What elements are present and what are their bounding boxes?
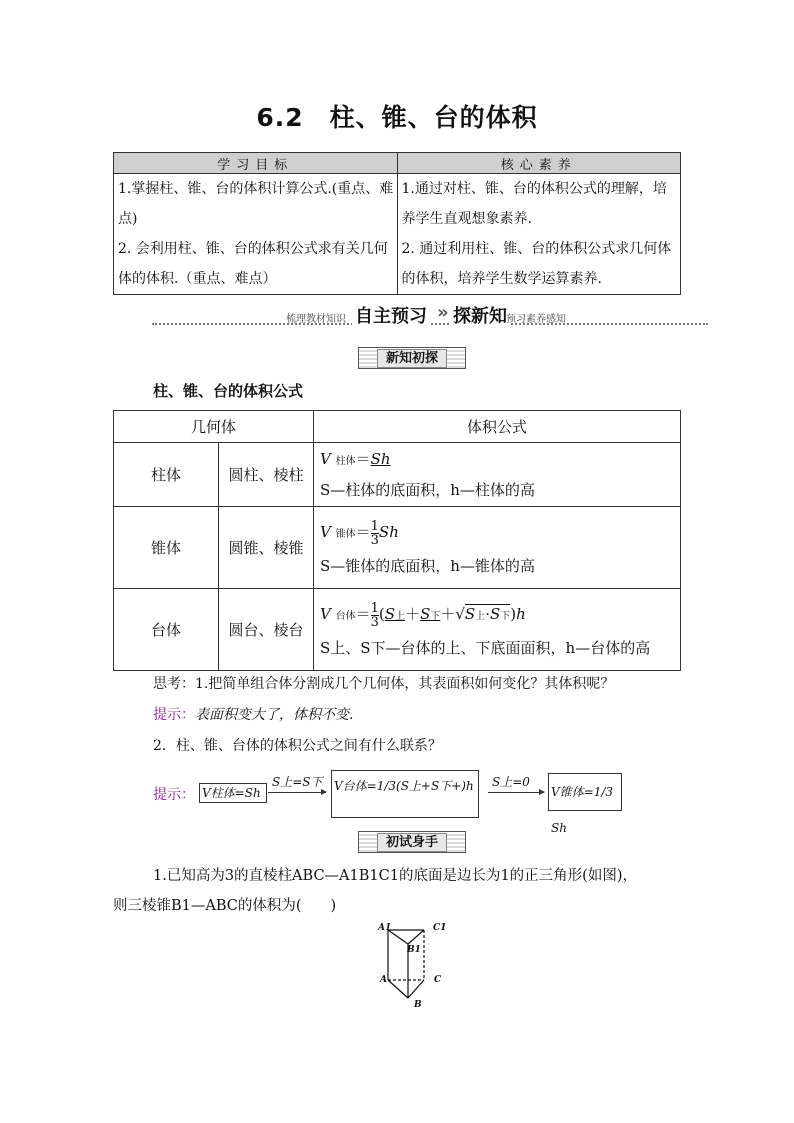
literacy-item: 1.通过对柱、锥、台的体积公式的理解，培养学生直观想象素养. (401, 181, 667, 227)
formula-cell (314, 507, 681, 589)
pyramid-formula-box: V锥体=1/3 Sh (548, 773, 622, 811)
arrow-label-equal-bases: S上=S下 (272, 775, 323, 789)
goal-item: 1.掌握柱、锥、台的体积计算公式.(重点、难点) (118, 181, 394, 227)
formula-pyramid: V 锥体＝ $\frac{1}{3}$ Sh (320, 518, 399, 548)
tag-new-knowledge: 新知初探 (358, 347, 466, 369)
exercise-question-line2: 则三棱锥B1—ABC的体积为( ) (113, 898, 337, 914)
vertex-label: A (380, 975, 387, 985)
exercise-question: 1.已知高为3的直棱柱ABC—A1B1C1的底面是边长为1的正三角形(如图)， (153, 868, 637, 884)
think-answer-1: 提示：表面积变大了，体积不变. (153, 707, 354, 723)
arrow-right-icon (268, 792, 326, 793)
solid-type: 柱体 (114, 443, 219, 507)
literacy-item: 2. 通过利用柱、锥、台的体积公式求几何体的体积，培养学生数学运算素养. (401, 241, 672, 287)
vertex-label: B1 (407, 945, 421, 955)
solid-type: 台体 (114, 589, 219, 671)
prism-formula-box: V柱体=Sh (199, 783, 267, 803)
arrow-icon: » (434, 302, 452, 323)
banner-main-title: 自主预习 (352, 302, 430, 328)
page-title: 6.2 柱、锥、台的体积 (256, 103, 538, 132)
vertex-label: C1 (433, 923, 447, 933)
formula-table-header-formula: 体积公式 (314, 411, 681, 443)
formula-desc: S—柱体的底面积，h—柱体的高 (320, 481, 535, 499)
table-row (114, 507, 681, 589)
section-title: 柱、锥、台的体积公式 (153, 382, 304, 400)
solid-kind: 圆台、棱台 (219, 589, 314, 671)
think-question-2: 2．柱、锥、台体的体积公式之间有什么联系？ (153, 738, 442, 754)
formula-cell (314, 589, 681, 671)
formula-desc: S上、S下—台体的上、下底面面积，h—台体的高 (320, 639, 651, 657)
hint-label: 提示： (153, 707, 195, 723)
objectives-table (113, 152, 681, 295)
tag-first-try: 初试身手 (358, 831, 466, 853)
table-row (114, 443, 681, 507)
vertex-label: C (434, 975, 442, 985)
solid-kind: 圆锥、棱锥 (219, 507, 314, 589)
frustum-formula-box: V台体=1/3(S上+S下+)h (331, 770, 479, 818)
banner-left-caption: 梳理教材知识 (286, 314, 346, 325)
objectives-literacy-cell (397, 174, 681, 295)
formula-frustum: V 台体＝ $\frac{1}{3}$ (S上＋S下＋√S上·S下)h (320, 600, 526, 630)
goal-item: 2. 会利用柱、锥、台的体积公式求有关几何体的体积.（重点、难点） (118, 241, 388, 287)
section-banner (152, 302, 708, 328)
objectives-header-literacy: 核心素养 (397, 153, 681, 174)
solid-kind: 圆柱、棱柱 (219, 443, 314, 507)
vertex-label: A1 (378, 923, 392, 933)
think-question-1: 思考：1.把简单组合体分割成几个几何体，其表面积如何变化？其体积呢？ (153, 676, 615, 692)
formula-cell (314, 443, 681, 507)
objectives-header-goals: 学习目标 (114, 153, 398, 174)
solid-type: 锥体 (114, 507, 219, 589)
table-row (114, 589, 681, 671)
vertex-label: B (414, 1000, 422, 1010)
hint-label-2: 提示： (153, 787, 195, 803)
arrow-label-zero-top: S上=0 (492, 775, 530, 789)
formula-table-header-solid: 几何体 (114, 411, 314, 443)
objectives-goals-cell (114, 174, 398, 295)
formula-desc: S—锥体的底面积，h—锥体的高 (320, 557, 535, 575)
formula-table (113, 410, 681, 671)
arrow-right-icon (488, 792, 544, 793)
formula-prism: V 柱体＝Sh (320, 450, 391, 468)
banner-right-caption: 预习素养感知 (506, 314, 566, 325)
banner-main-subtitle: 探新知 (450, 302, 510, 328)
